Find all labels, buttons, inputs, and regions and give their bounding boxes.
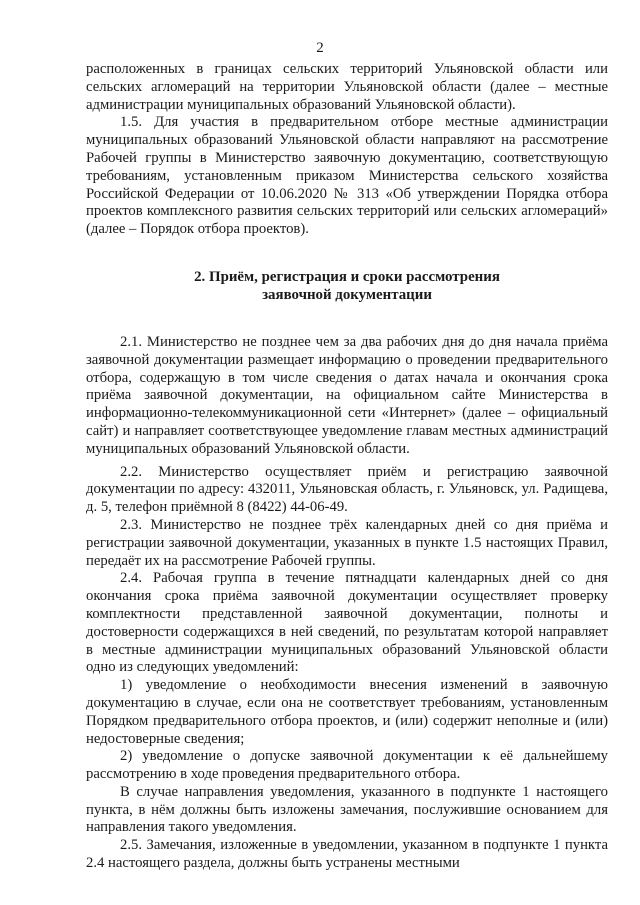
document-body	[86, 61, 608, 873]
clause-1-5-paragraph: 1.5. Для участия в предварительном отборе местные администрации муниципальных образований Ульяновской области направляют на рассмотрение Рабочей группы в Министерство заявочную документацию, соответствующую требованиям, установленным приказом Министерства сельского хозяйства Российской Федерации от 10.06.2020 № 313 «Об утверждении Порядка отбора проектов комплексного развития сельских территорий или сельских агломераций» (далее – Порядок отбора проектов).	[86, 114, 608, 238]
clause-2-3-paragraph: 2.3. Министерство не позднее трёх календарных дней со дня приёма и регистрации заявочной документации, указанных в пункте 1.5 настоящих Правил, передаёт их на рассмотрение Рабочей группы.	[86, 516, 608, 569]
list-item-1: 1) уведомление о необходимости внесения изменений в заявочную документацию в случае, если она не соответствует требованиям, установленным Порядком предварительного отбора проектов, и (или) содержит неполные и (или) недостоверные сведения;	[86, 677, 608, 747]
section-heading-line-1: 2. Приём, регистрация и сроки рассмотрения	[194, 268, 500, 285]
intro-continuation-paragraph: расположенных в границах сельских территорий Ульяновской области или сельских агломераций на территории Ульяновской области (далее – местные администрации муниципальных образований Ульяновской области).	[86, 61, 608, 113]
page-number: 2	[316, 40, 324, 56]
section-heading	[86, 268, 608, 304]
clause-2-5-paragraph: 2.5. Замечания, изложенные в уведомлении, указанном в подпункте 1 пункта 2.4 настоящего раздела, должны быть устранены местными	[86, 837, 608, 872]
section-heading-line-2: заявочной документации	[262, 286, 432, 303]
list-item-2: 2) уведомление о допуске заявочной документации к её дальнейшему рассмотрению в ходе проведения предварительного отбора.	[86, 748, 608, 783]
clause-2-4-paragraph: 2.4. Рабочая группа в течение пятнадцати календарных дней со дня окончания срока приёма заявочной документации осуществляет проверку комплектности представленной заявочной документации, полноты и достоверности содержащихся в ней сведений, по результатам которой направляет в местные администрации муниципальных образований Ульяновской области одно из следующих уведомлений:	[86, 570, 608, 676]
clause-2-2-paragraph: 2.2. Министерство осуществляет приём и регистрацию заявочной документации по адресу: 432011, Ульяновская область, г. Ульяновск, ул. Радищева, д. 5, телефон приёмной 8 (8422) 44-06-49.	[86, 463, 608, 516]
note-paragraph: В случае направления уведомления, указанного в подпункте 1 настоящего пункта, в нём должны быть изложены замечания, послужившие основанием для направления такого уведомления.	[86, 783, 608, 836]
clause-2-1-paragraph: 2.1. Министерство не позднее чем за два рабочих дня до дня начала приёма заявочной документации размещает информацию о проведении предварительного отбора, содержащую в том числе сведения о датах начала и окончания срока приёма заявочной документации, на официальном сайте Министерства в информационно-телекоммуникационной сети «Интернет» (далее – официальный сайт) и направляет соответствующее уведомление главам местных администраций муниципальных образований Ульяновской области.	[86, 333, 608, 457]
